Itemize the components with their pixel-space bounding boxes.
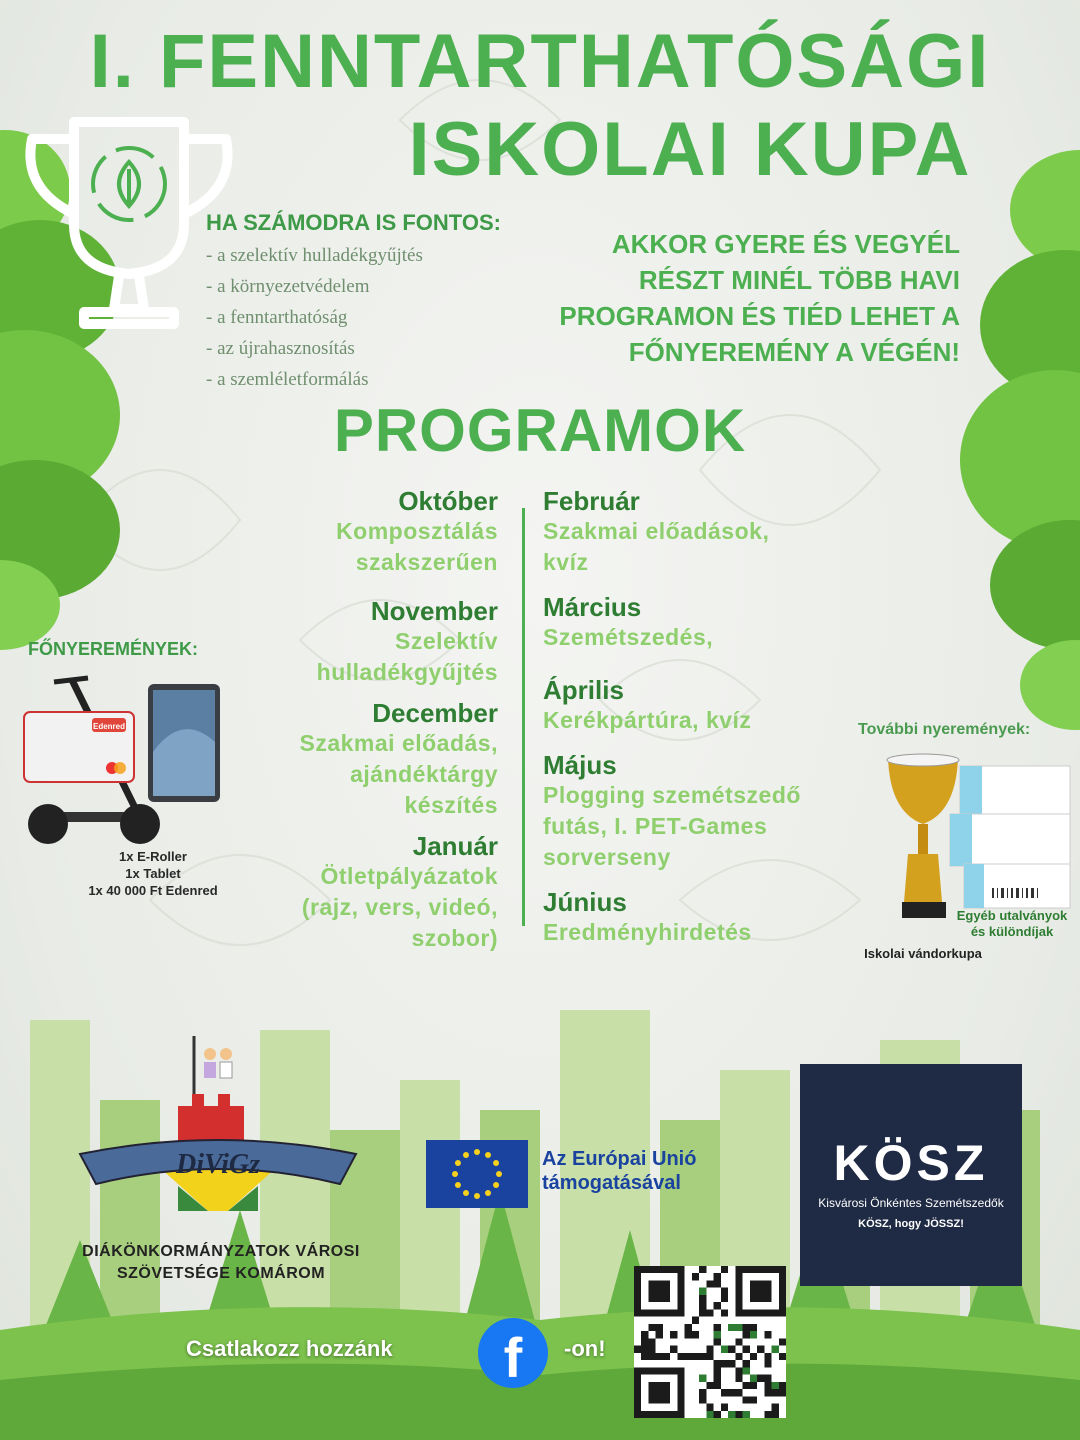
intro-item: - a szelektív hulladékgyűjtés xyxy=(206,245,423,266)
call-line: AKKOR GYERE ÉS VEGYÉL xyxy=(611,229,960,259)
event-line: (rajz, vers, videó, xyxy=(301,894,498,920)
program-may xyxy=(543,750,873,873)
title-line-2: ISKOLAI KUPA xyxy=(408,107,972,192)
eu-star xyxy=(455,1182,461,1188)
event-line: Eredményhirdetés xyxy=(543,919,752,945)
join-us-text: Csatlakozz hozzánk xyxy=(186,1336,393,1361)
event-line: Szelektív xyxy=(395,628,498,654)
program-december xyxy=(198,698,498,821)
month-label: December xyxy=(372,698,498,728)
event-line: Plogging szemétszedő xyxy=(543,782,801,808)
title-line-1: I. FENNTARTHATÓSÁGI xyxy=(89,19,991,104)
program-november xyxy=(198,596,498,688)
month-label: Február xyxy=(543,486,640,516)
event-line: futás, I. PET-Games xyxy=(543,813,768,839)
month-label: Október xyxy=(398,486,498,516)
main-prizes-list xyxy=(28,848,278,899)
cup-caption: Iskolai vándorkupa xyxy=(864,946,982,961)
intro-item: - a szemléletformálás xyxy=(206,369,369,390)
prize-item: 1x E-Roller xyxy=(119,849,187,864)
main-prizes-heading: FŐNYEREMÉNYEK: xyxy=(28,639,199,659)
event-line: ajándéktárgy xyxy=(350,761,498,787)
program-february xyxy=(543,486,873,578)
program-march xyxy=(543,592,873,653)
intro-heading: HA SZÁMODRA IS FONTOS: xyxy=(206,210,501,235)
kosz-slogan: KÖSZ, hogy JÖSSZ! xyxy=(858,1218,964,1230)
eu-star xyxy=(463,1152,469,1158)
divigz-caption xyxy=(56,1241,386,1285)
eu-star xyxy=(496,1171,502,1177)
eu-star xyxy=(463,1190,469,1196)
divigz-line: DIÁKÖNKORMÁNYZATOK VÁROSI xyxy=(82,1243,360,1260)
eu-star xyxy=(455,1160,461,1166)
intro-item: - a környezetvédelem xyxy=(206,276,370,297)
program-april xyxy=(543,675,873,736)
programs-right-column xyxy=(543,486,873,948)
prizes-illustration xyxy=(22,672,232,847)
call-line: FŐNYEREMÉNY A VÉGÉN! xyxy=(628,337,960,367)
call-line: RÉSZT MINÉL TÖBB HAVI xyxy=(638,265,960,295)
kosz-logo-text: KÖSZ xyxy=(833,1135,989,1191)
vouchers-line: és különdíjak xyxy=(970,924,1054,939)
event-line: szobor) xyxy=(411,925,498,951)
eu-line: támogatásával xyxy=(542,1172,681,1194)
kosz-subtitle: Kisvárosi Önkéntes Szemétszedők xyxy=(818,1196,1004,1210)
program-october xyxy=(198,486,498,578)
qr-code[interactable] xyxy=(634,1266,786,1418)
programs-heading: PROGRAMOK xyxy=(333,397,747,464)
eu-star xyxy=(474,1193,480,1199)
month-label: Április xyxy=(543,675,624,705)
event-line: sorverseny xyxy=(543,844,671,870)
month-label: Január xyxy=(412,831,498,861)
eu-line: Az Európai Unió xyxy=(542,1148,697,1170)
intro-item: - a fenntarthatóság xyxy=(206,307,348,328)
cup-and-vouchers-illustration xyxy=(880,752,1080,922)
eu-star xyxy=(474,1149,480,1155)
event-line: Komposztálás xyxy=(336,518,498,544)
month-label: Május xyxy=(543,750,617,780)
vouchers-line: Egyéb utalványok xyxy=(956,908,1068,923)
event-line: Ötletpályázatok xyxy=(320,863,498,889)
prize-item: 1x Tablet xyxy=(125,866,181,881)
call-to-action-text xyxy=(480,226,960,370)
event-line: kvíz xyxy=(543,549,589,575)
event-line: Szemétszedés, xyxy=(543,624,714,650)
more-prizes-heading: További nyeremények: xyxy=(858,721,1031,738)
event-line: Szakmai előadás, xyxy=(299,730,498,756)
event-line: készítés xyxy=(404,792,498,818)
eu-support-text xyxy=(542,1147,696,1195)
intro-item: - az újrahasznosítás xyxy=(206,338,355,359)
eu-star xyxy=(493,1182,499,1188)
event-line: hulladékgyűjtés xyxy=(316,659,498,685)
recycle-leaf-icon xyxy=(93,148,165,220)
month-label: Június xyxy=(543,887,627,917)
column-divider xyxy=(522,508,525,926)
cup-icon xyxy=(887,754,959,918)
kosz-logo-box xyxy=(800,1064,1022,1286)
eu-star xyxy=(485,1190,491,1196)
prize-item: 1x 40 000 Ft Edenred xyxy=(88,883,218,898)
divigz-line: SZÖVETSÉGE KOMÁROM xyxy=(116,1265,326,1282)
month-label: November xyxy=(370,596,498,626)
tablet-icon xyxy=(148,684,220,802)
eu-flag-icon xyxy=(426,1140,528,1208)
program-june xyxy=(543,887,873,948)
join-us-suffix: -on! xyxy=(564,1336,606,1361)
eu-star xyxy=(452,1171,458,1177)
event-line: szakszerűen xyxy=(355,549,498,575)
divigz-logo xyxy=(78,1036,358,1236)
eu-star xyxy=(485,1152,491,1158)
edenred-card-brand: Edenred xyxy=(92,722,126,731)
divigz-logo-text: DiViGz xyxy=(175,1149,261,1180)
intro-list xyxy=(206,240,423,395)
call-line: PROGRAMON ÉS TIÉD LEHET A xyxy=(559,301,960,331)
event-line: Kerékpártúra, kvíz xyxy=(543,707,752,733)
event-line: Szakmai előadások, xyxy=(543,518,770,544)
vouchers-caption xyxy=(944,908,1080,940)
month-label: Március xyxy=(543,592,642,622)
facebook-icon[interactable]: f xyxy=(478,1318,548,1388)
eu-star xyxy=(493,1160,499,1166)
